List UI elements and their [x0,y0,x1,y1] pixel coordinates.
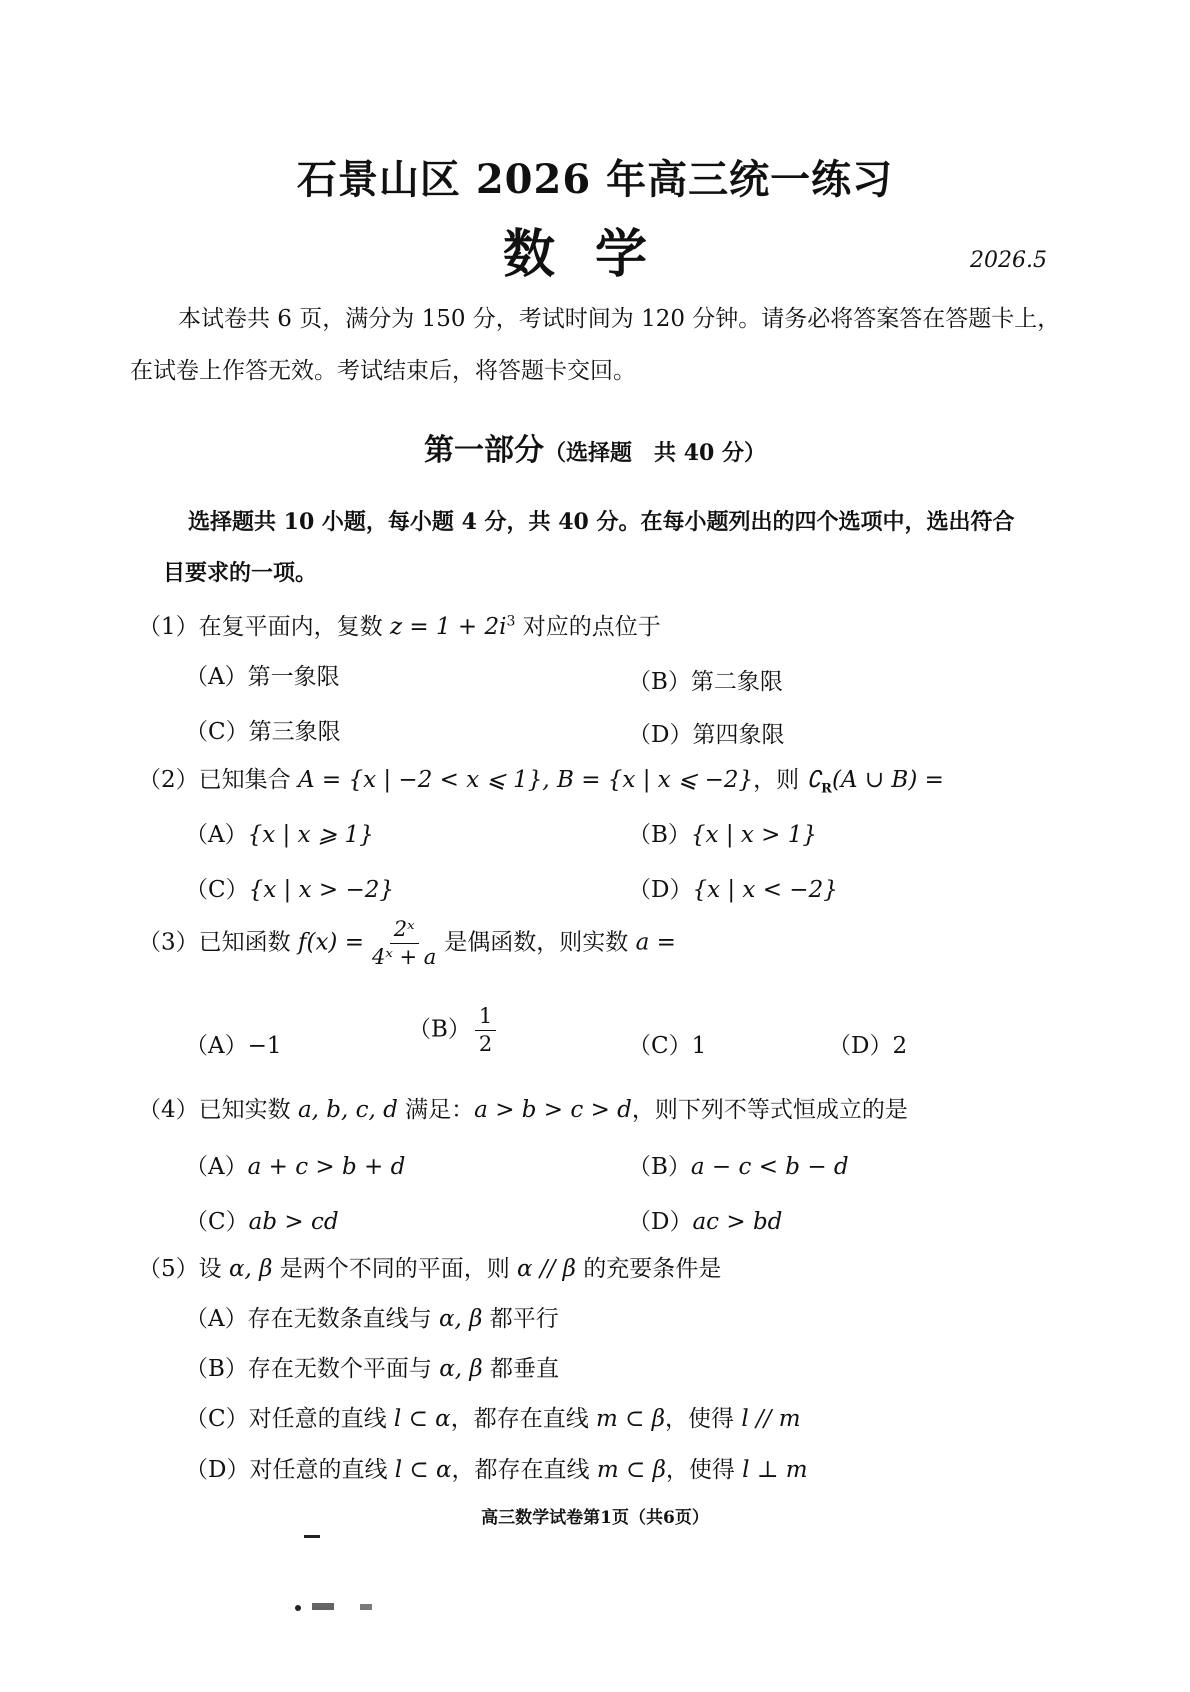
section-subtitle: （选择题 共 40 分） [544,440,766,466]
page-footer: 高三数学试卷第1页（共6页） [481,1508,709,1528]
fraction [475,1005,496,1056]
option-text: ，都存在直线 [450,1406,597,1432]
question-number: （5） [138,1256,199,1282]
subject-title: 数学 [502,224,687,285]
option-math: α, β [438,1306,483,1332]
question-number: （2） [138,767,199,793]
exam-date: 2026.5 [970,248,1047,273]
stem-math: a, b, c, d [297,1097,398,1123]
option-text: 都平行 [482,1306,559,1332]
option-text: 第二象限 [690,669,783,695]
option-text: 第三象限 [248,719,341,745]
option-label: （A） [185,1033,248,1059]
option-label: （C） [185,719,249,745]
question-number: （1） [138,614,199,640]
option-label: （B） [628,669,691,695]
fraction-denominator: 4ˣ + a [371,945,437,970]
stem-text: 对应的点位于 [515,614,661,640]
option-math: α, β [439,1356,483,1382]
option-label: （D） [628,877,693,903]
question-5-option-c [185,1400,801,1433]
scan-mark [312,1603,334,1610]
option-text: ，使得 [665,1457,743,1483]
option-label: （A） [185,664,248,690]
option-text: a + c > b + d [247,1154,406,1180]
question-2-option-c [185,871,394,904]
stem-text: 已知实数 [198,1097,298,1123]
stem-math: a > b > c > d [474,1097,632,1123]
question-1-stem [138,608,661,641]
section-title: 第一部分 [424,433,545,468]
question-5-stem [138,1250,721,1283]
question-4-option-d [628,1203,782,1236]
option-text: 第四象限 [692,722,785,748]
option-text: −1 [247,1033,282,1059]
option-label: （D） [828,1033,893,1059]
stem-text: 设 [198,1256,229,1282]
stem-math: A = {x | −2 < x ⩽ 1}, B = {x | x ⩽ −2} [297,767,754,793]
stem-text: ，则下列不等式恒成立的是 [631,1097,908,1123]
option-text: 1 [691,1033,707,1059]
question-2-option-d [628,871,838,904]
stem-math: f(x) = [297,929,364,956]
stem-superscript: 3 [506,613,516,630]
scan-mark [360,1604,372,1610]
option-label: （C） [185,877,249,903]
question-number: （3） [138,929,199,956]
scan-mark [304,1535,320,1538]
stem-math: (A ∪ B) = [831,767,944,793]
stem-math: α // β [517,1256,576,1282]
scan-mark [295,1605,301,1611]
option-text: {x | x ⩾ 1} [247,822,374,848]
option-text: a − c < b − d [690,1154,849,1180]
question-1-option-a [185,658,340,691]
option-label: （C） [185,1209,249,1235]
fraction [368,918,440,969]
question-2-stem [138,761,944,797]
stem-math: z = 1 + 2i [389,614,507,640]
option-label: （B） [185,1356,248,1382]
option-text: ，使得 [665,1406,742,1432]
option-math: l // m [741,1406,801,1432]
exam-title: 石景山区 2026 年高三统一练习 [296,156,894,203]
stem-text: 已知集合 [198,767,298,793]
option-text: ab > cd [248,1209,339,1235]
question-1-option-c [185,713,341,746]
question-3-option-c [628,1027,706,1060]
fraction-numerator: 2ˣ [390,918,419,944]
option-math: m ⊂ β [596,1457,666,1483]
question-2-option-a [185,816,374,849]
question-3-option-d [828,1027,907,1060]
option-label: （B） [628,1154,691,1180]
stem-math: a = [635,929,676,956]
intro-text-line2: 在试卷上作答无效。考试结束后，将答题卡交回。 [130,358,636,384]
option-text: {x | x > 1} [690,822,818,848]
option-text: 存在无数个平面与 [247,1356,440,1382]
question-1-option-d [628,716,784,749]
question-4-option-c [185,1203,339,1236]
option-math: l ⊂ α [393,1406,451,1432]
option-text: ，都存在直线 [451,1457,597,1483]
option-label: （C） [628,1033,692,1059]
fraction-numerator: 1 [475,1005,496,1031]
stem-math: α, β [228,1256,273,1282]
option-label: （B） [628,822,691,848]
option-label: （D） [185,1457,250,1483]
question-4-option-b [628,1148,849,1181]
option-label: （D） [628,722,693,748]
option-label: （A） [185,822,248,848]
option-text: {x | x < −2} [692,877,838,903]
option-text: 对任意的直线 [249,1457,395,1483]
option-label: （A） [185,1306,248,1332]
option-text: 对任意的直线 [248,1406,394,1432]
stem-text: 满足： [397,1097,475,1123]
question-3-option-a [185,1027,282,1060]
option-label: （D） [628,1209,693,1235]
option-math: l ⊂ α [394,1457,452,1483]
option-label: （C） [185,1406,249,1432]
option-math: l ⊥ m [742,1457,808,1483]
question-4-stem [138,1091,908,1124]
option-text: 2 [892,1033,908,1059]
question-4-option-a [185,1148,405,1181]
option-text: ac > bd [692,1209,783,1235]
intro-text-line1: 本试卷共 6 页，满分为 150 分，考试时间为 120 分钟。请务必将答案答在答题卡上， [178,306,1061,332]
question-1-option-b [628,663,783,696]
stem-text: 的充要条件是 [575,1256,722,1282]
stem-text: ，则 [753,767,807,793]
option-label: （B） [408,1016,471,1043]
option-text: {x | x > −2} [248,877,394,903]
option-label: （A） [185,1154,248,1180]
stem-text: 已知函数 [198,929,298,956]
stem-subscript: R [821,781,832,797]
section-heading [0,425,1190,469]
option-math: m ⊂ β [596,1406,666,1432]
question-5-option-b [185,1350,559,1383]
option-text: 第一象限 [247,664,340,690]
complement-symbol: ∁ [806,767,822,793]
stem-text: 是两个不同的平面，则 [272,1256,518,1282]
stem-text: 在复平面内，复数 [198,614,390,640]
instruction-line2: 目要求的一项。 [163,560,318,586]
question-5-option-d [185,1451,808,1484]
instruction-line1: 选择题共 10 小题，每小题 4 分，共 40 分。在每小题列出的四个选项中，选出符合 [188,509,1015,535]
stem-text: 是偶函数，则实数 [444,929,636,956]
fraction-denominator: 2 [478,1032,493,1057]
option-text: 都垂直 [482,1356,559,1382]
question-2-option-b [628,816,817,849]
question-number: （4） [138,1097,199,1123]
question-3-option-b [408,1005,500,1056]
question-3-stem [138,918,676,969]
option-text: 存在无数条直线与 [247,1306,439,1332]
question-5-option-a [185,1300,559,1333]
